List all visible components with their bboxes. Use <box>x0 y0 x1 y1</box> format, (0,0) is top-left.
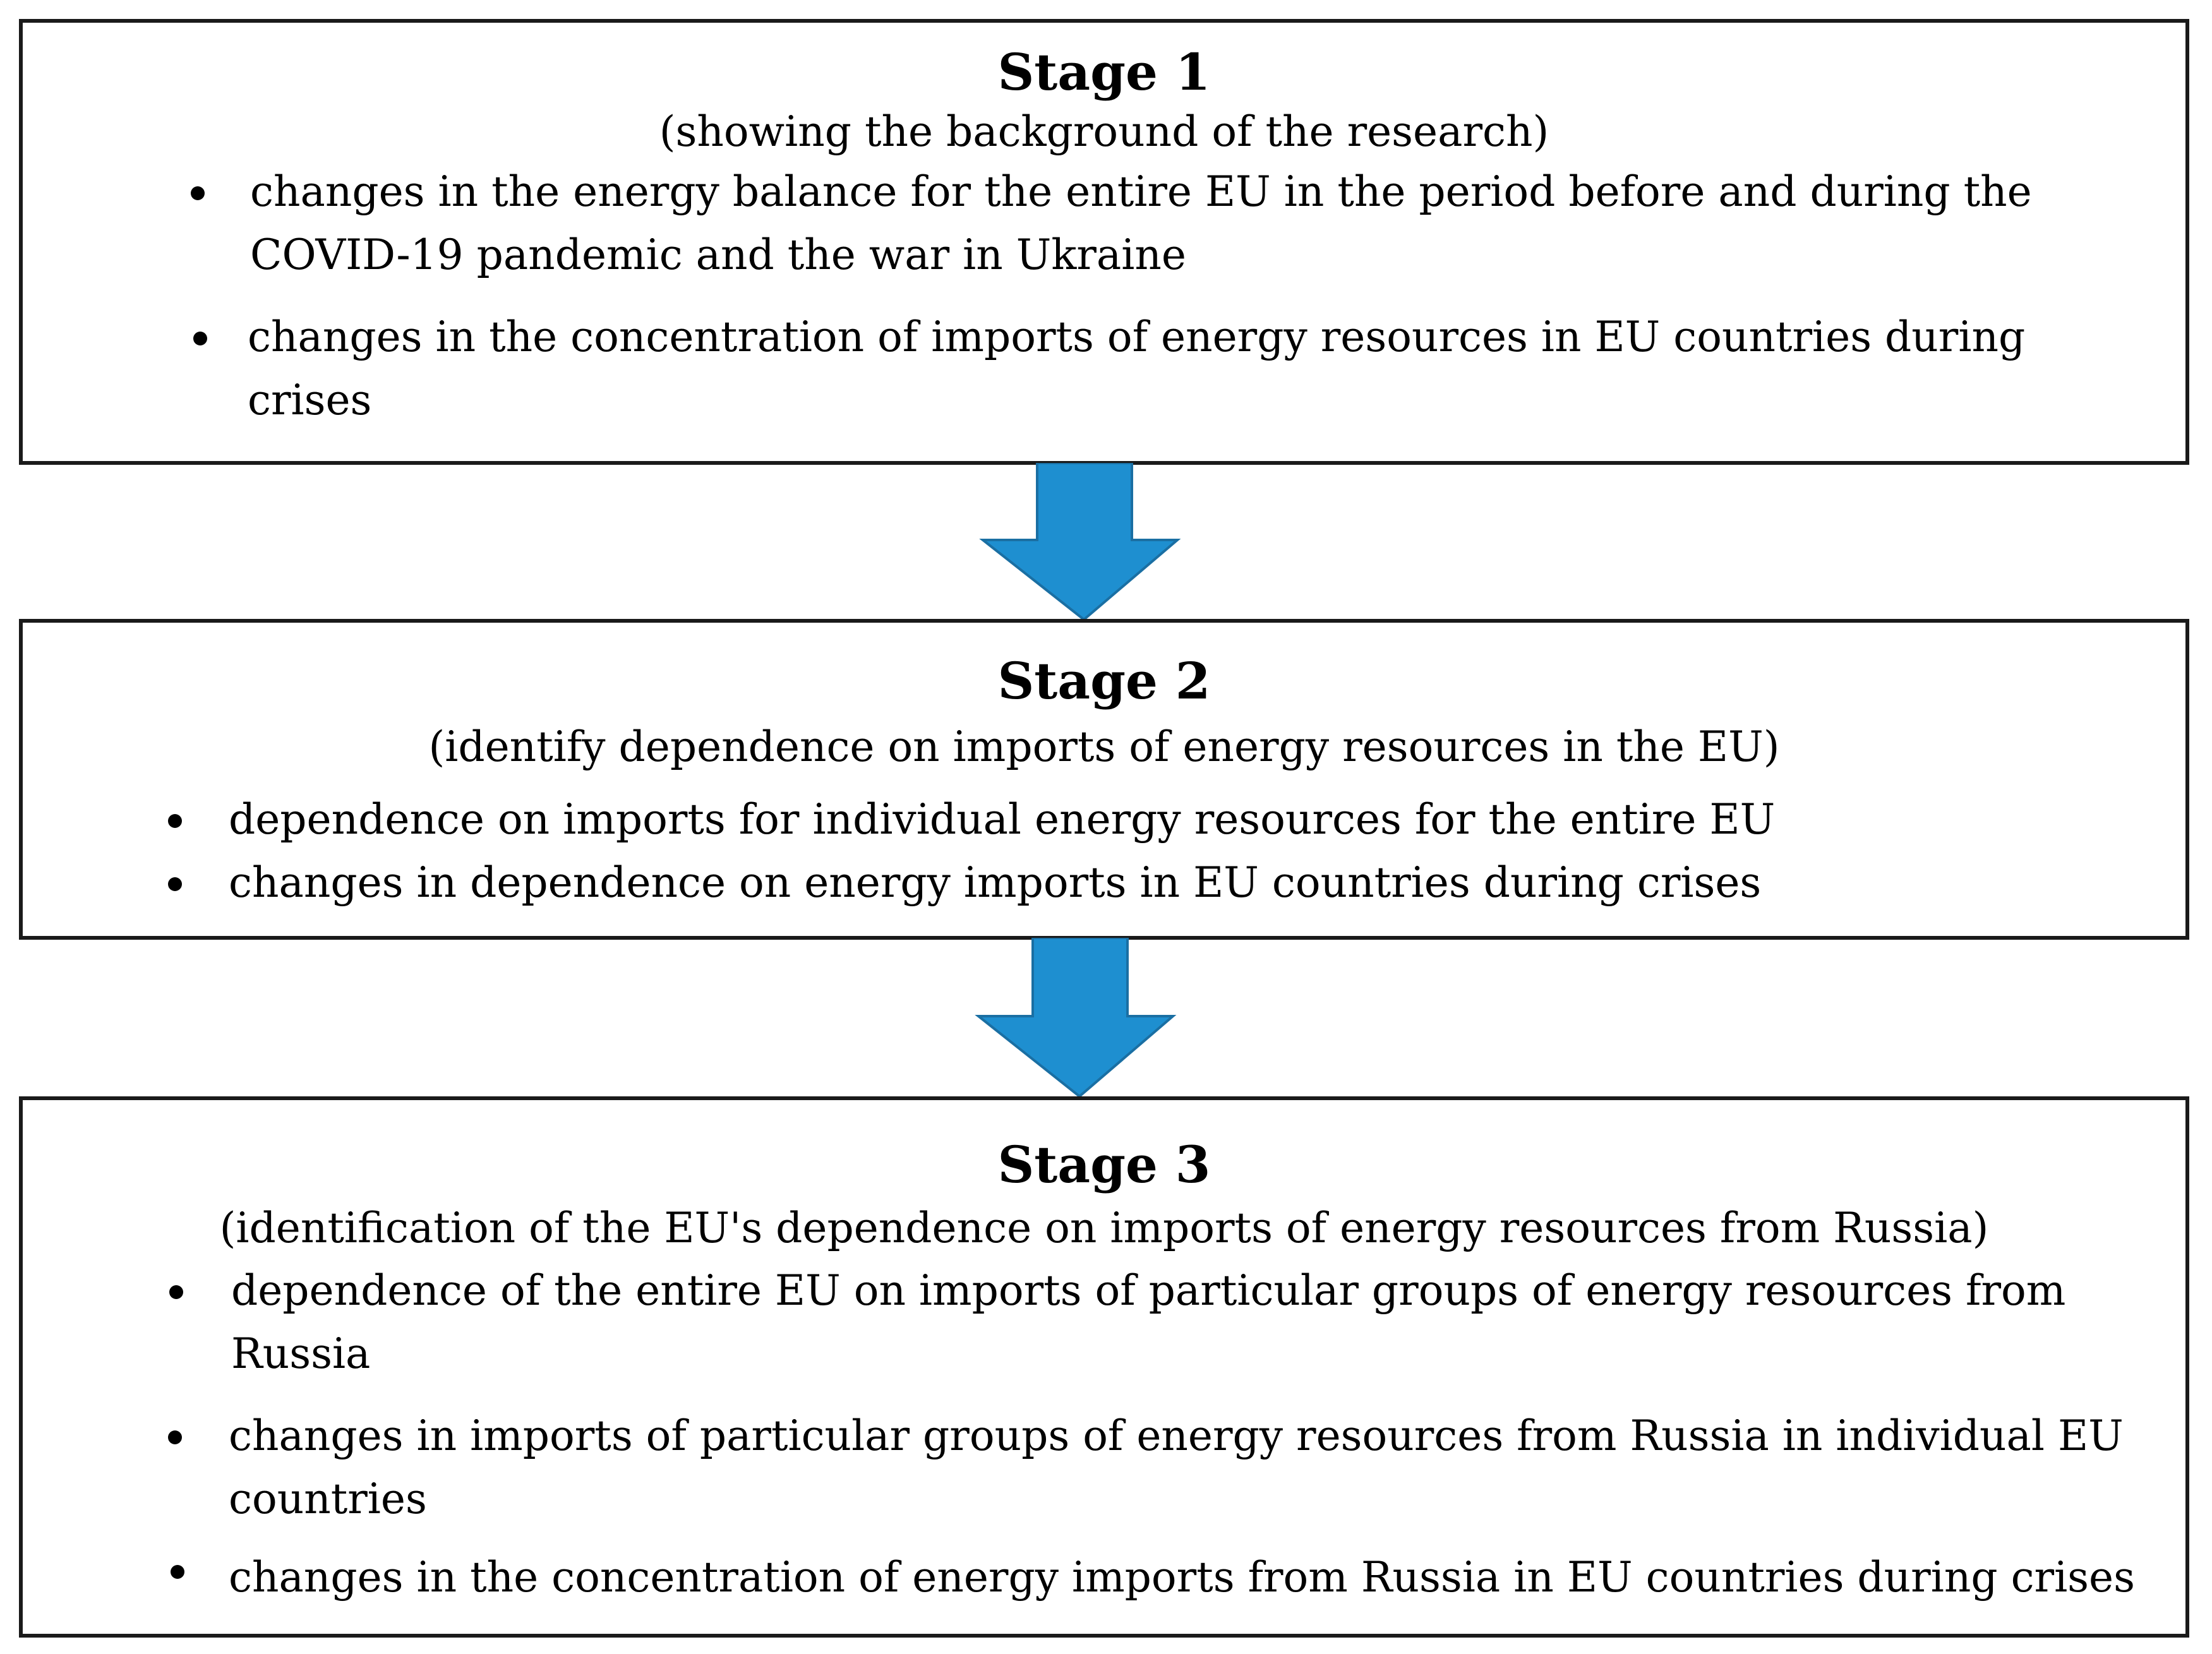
stage-2-subtitle: (identify dependence on imports of energy resources in the EU) <box>428 722 1780 771</box>
arrow-shape <box>983 463 1177 620</box>
down-arrow-icon <box>970 938 1184 1100</box>
stage-3-bullet-item-2 <box>229 1405 2148 1531</box>
bullet-dot-icon <box>168 877 182 891</box>
stage-3-subtitle: (identification of the EU's dependence on imports of energy resources from Russia) <box>219 1204 1989 1252</box>
stage-1-subtitle: (showing the background of the research) <box>659 107 1549 156</box>
stage-3-title: Stage 3 <box>997 1135 1211 1194</box>
bullet-text: changes in the concentration of energy imports from Russia in EU countries during crises <box>229 1553 2135 1602</box>
bullet-text: changes in dependence on energy imports in EU countries during crises <box>229 858 1762 907</box>
stage-1-box <box>19 19 2189 465</box>
bullet-text: changes in imports of particular groups of energy resources from Russia in individual EU countries <box>229 1411 2124 1523</box>
bullet-dot-icon <box>168 814 182 828</box>
stage-3-bullet-item-3 <box>229 1546 2148 1609</box>
arrow-shape <box>978 938 1173 1096</box>
bullet-dot-icon <box>191 186 205 200</box>
stage-2-bullet-item-2 <box>229 851 2148 914</box>
down-arrow-icon <box>973 463 1187 623</box>
bullet-dot-icon <box>168 1430 182 1444</box>
stage-2-box <box>19 619 2189 940</box>
bullet-dot-icon <box>171 1565 184 1579</box>
stage-2-title: Stage 2 <box>997 651 1211 710</box>
stage-1-title: Stage 1 <box>997 42 1211 102</box>
stage-1-bullet-item-1 <box>250 160 2148 287</box>
bullet-dot-icon <box>169 1285 183 1299</box>
bullet-dot-icon <box>193 332 207 345</box>
stage-1-bullet-item-2 <box>248 306 2148 432</box>
bullet-text: dependence of the entire EU on imports of particular groups of energy resources from Russia <box>231 1266 2066 1378</box>
stage-2-bullet-item-1 <box>229 788 2148 851</box>
bullet-text: changes in the energy balance for the entire EU in the period before and during the COVID-19 pandemic and the war in Ukraine <box>250 167 2032 279</box>
stage-3-bullet-item-1 <box>231 1259 2148 1386</box>
stage-3-box <box>19 1096 2189 1638</box>
bullet-text: changes in the concentration of imports of energy resources in EU countries during crises <box>248 313 2026 424</box>
bullet-text: dependence on imports for individual energy resources for the entire EU <box>229 795 1776 844</box>
